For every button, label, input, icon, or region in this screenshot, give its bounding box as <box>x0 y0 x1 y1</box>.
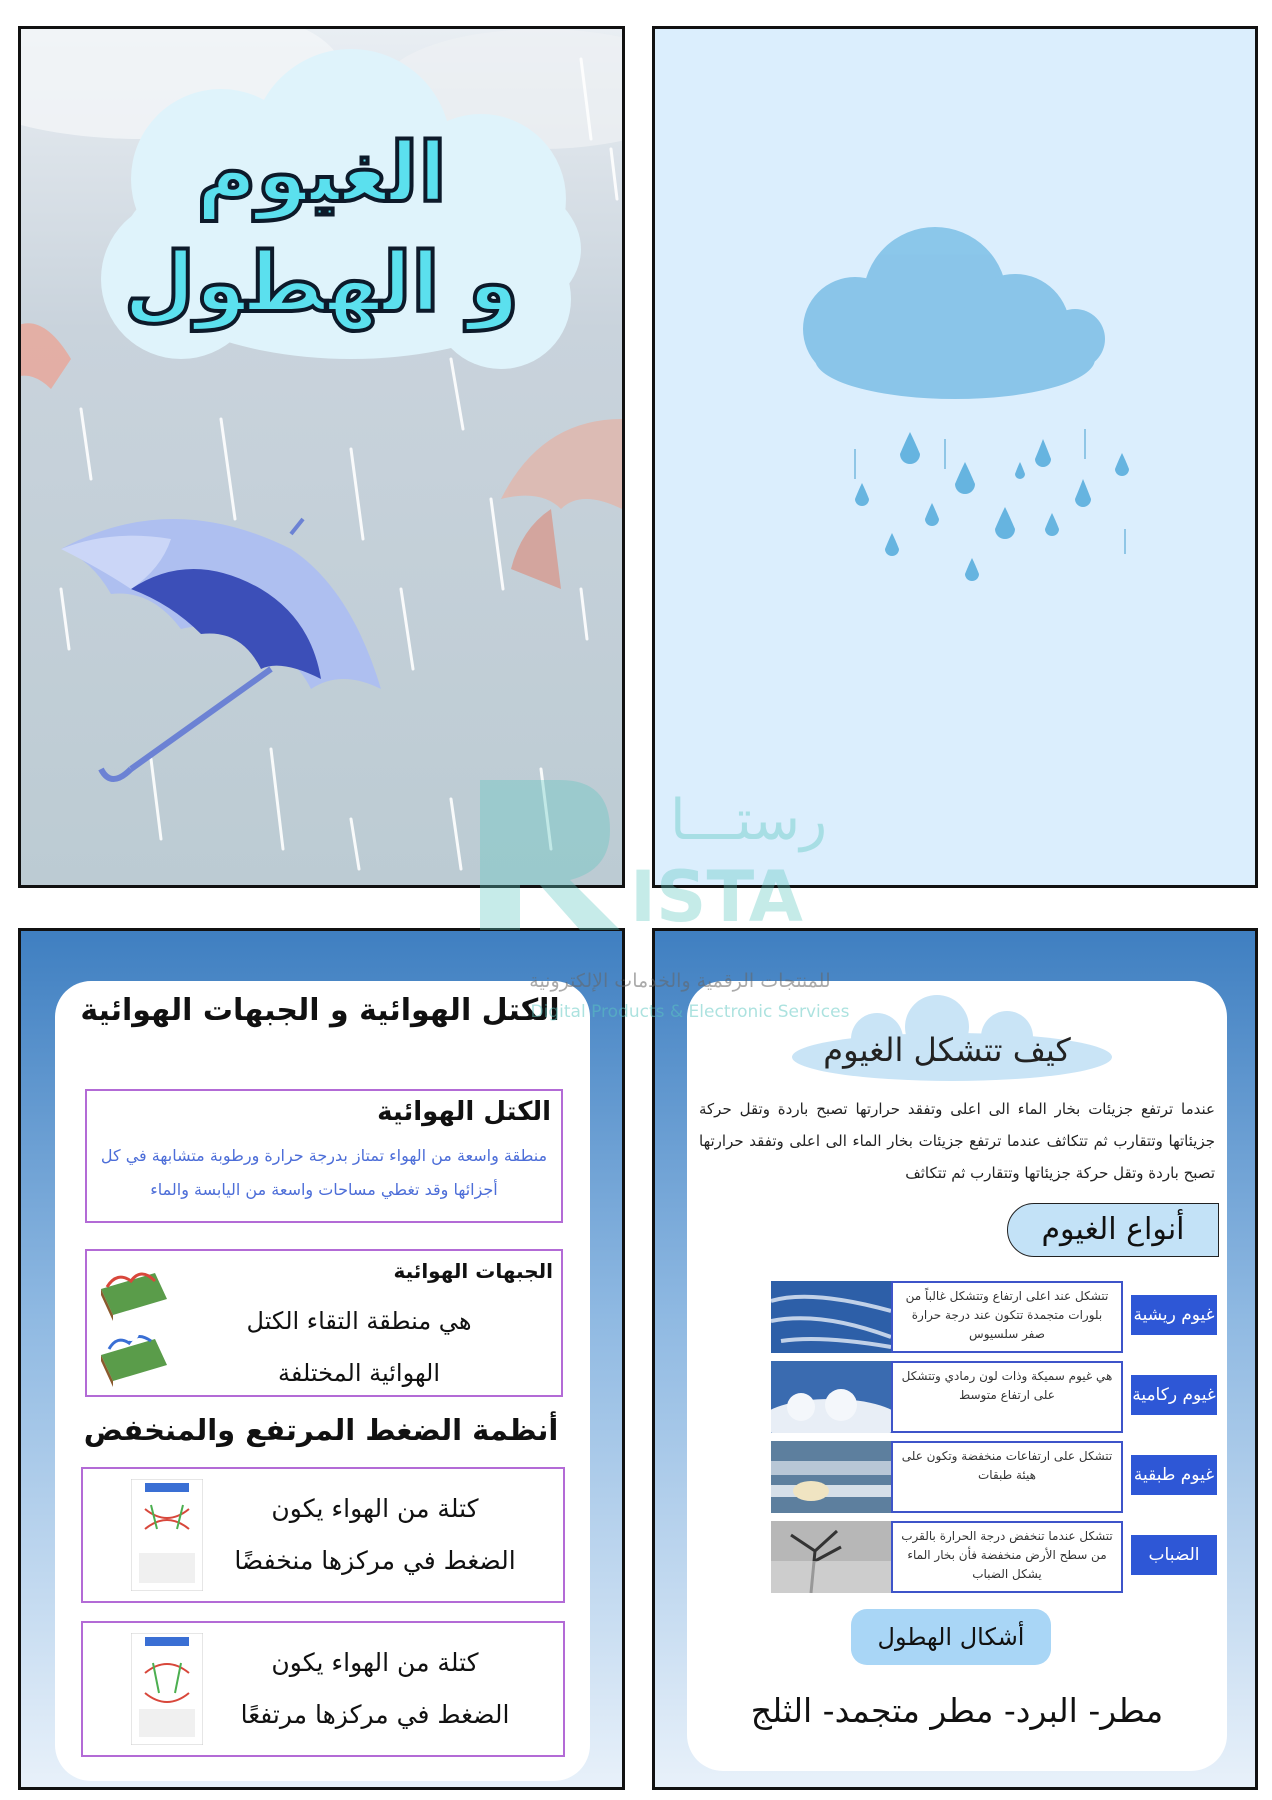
cloud-illustration-page <box>652 26 1258 888</box>
air-masses-title: الكتل الهوائية <box>377 1097 551 1127</box>
clouds-page <box>652 928 1258 1790</box>
cloud-type-row-fog <box>771 1521 1201 1593</box>
air-masses-card <box>55 981 590 1781</box>
cloud-type-row-cumulus <box>771 1361 1216 1433</box>
air-masses-box <box>85 1089 563 1223</box>
watermark-line-ar: للمنتجات الرقمية والخدمات الإلكترونية <box>529 970 831 992</box>
cover-title-line2: و الهطول <box>124 236 519 331</box>
stratus-label: غيوم طبقية <box>1131 1455 1217 1495</box>
cumulus-photo <box>771 1361 891 1433</box>
cirrus-photo <box>771 1281 891 1353</box>
cover-page <box>18 26 625 888</box>
fog-photo <box>771 1521 891 1593</box>
clouds-heading: كيف تتشكل الغيوم <box>823 1031 1071 1069</box>
fronts-line2: الهوائية المختلفة <box>277 1359 441 1387</box>
watermark-brand-en: ISTA <box>630 856 803 938</box>
precip-heading: أشكال الهطول <box>851 1609 1051 1665</box>
stratus-photo <box>771 1441 891 1513</box>
high-pressure-line2: الضغط في مركزها مرتفعًا <box>240 1700 510 1729</box>
low-pressure-line1: كتلة من الهواء يكون <box>271 1494 479 1523</box>
low-pressure-diagram-icon <box>131 1479 203 1591</box>
air-masses-text: منطقة واسعة من الهواء تمتاز بدرجة حرارة ورطوبة متشابهة في كل أجزائها وقد تغطي مساحات واسعة من اليابسة والماء <box>100 1146 548 1199</box>
precip-forms: مطر- البرد- مطر متجمد- الثلج <box>750 1691 1164 1730</box>
low-pressure-box <box>81 1467 565 1603</box>
types-heading: أنواع الغيوم <box>1007 1203 1219 1257</box>
clouds-intro: عندما ترتفع جزيئات بخار الماء الى اعلى وتفقد حرارتها تصبح باردة وتقل حركة جزيئاتها وتتقارب ثم تتكاثف عندما ترتفع جزيئات بخار الماء الى اعلى وتفقد حرارتها تصبح باردة وتقل حركة جزيئاتها وتتقارب ثم تتكاثف <box>699 1100 1215 1182</box>
watermark-brand-ar: رستـــا <box>670 788 828 853</box>
cirrus-label: غيوم ريشية <box>1131 1295 1217 1335</box>
cumulus-desc: هي غيوم سميكة وذات لون رمادي وتتشكل على ارتفاع متوسط <box>891 1361 1123 1433</box>
cloud-type-row-stratus <box>771 1441 1215 1513</box>
high-pressure-text <box>213 1637 537 1741</box>
cover-title-line1: الغيوم <box>196 126 447 221</box>
cloud-type-row-cirrus <box>771 1281 1215 1353</box>
pressure-heading: أنظمة الضغط المرتفع والمنخفض <box>83 1413 559 1447</box>
watermark-line-en: Digital Products & Electronic Services <box>530 1002 850 1022</box>
high-pressure-line1: كتلة من الهواء يكون <box>271 1648 479 1677</box>
cumulus-label: غيوم ركامية <box>1131 1375 1217 1415</box>
fronts-line1: هي منطقة التقاء الكتل <box>246 1307 472 1335</box>
weather-front-diagram-icon <box>95 1259 171 1389</box>
cirrus-desc: تتشكل عند اعلى ارتفاع وتتشكل غالباً من بلورات متجمدة تتكون عند درجة حرارة صفر سلسيوس <box>891 1281 1123 1353</box>
cover-title <box>21 119 622 339</box>
watercolor-cloud-icon <box>655 29 1255 885</box>
air-masses-heading: الكتل الهوائية و الجبهات الهوائية <box>80 993 560 1028</box>
fog-label: الضباب <box>1131 1535 1217 1575</box>
air-masses-page <box>18 928 625 1790</box>
fog-desc: تتشكل عندما تنخفض درجة الحرارة بالقرب من سطح الأرض منخفضة فأن بخار الماء يشكل الضباب <box>891 1521 1123 1593</box>
low-pressure-text <box>213 1483 537 1587</box>
stratus-desc: تتشكل على ارتفاعات منخفضة وتكون على هيئة طبقات <box>891 1441 1123 1513</box>
low-pressure-line2: الضغط في مركزها منخفضًا <box>234 1546 516 1575</box>
fronts-box <box>85 1249 563 1397</box>
high-pressure-box <box>81 1621 565 1757</box>
fronts-text <box>197 1295 521 1399</box>
fronts-title: الجبهات الهوائية <box>393 1259 553 1283</box>
high-pressure-diagram-icon <box>131 1633 203 1745</box>
clouds-card <box>687 981 1227 1771</box>
